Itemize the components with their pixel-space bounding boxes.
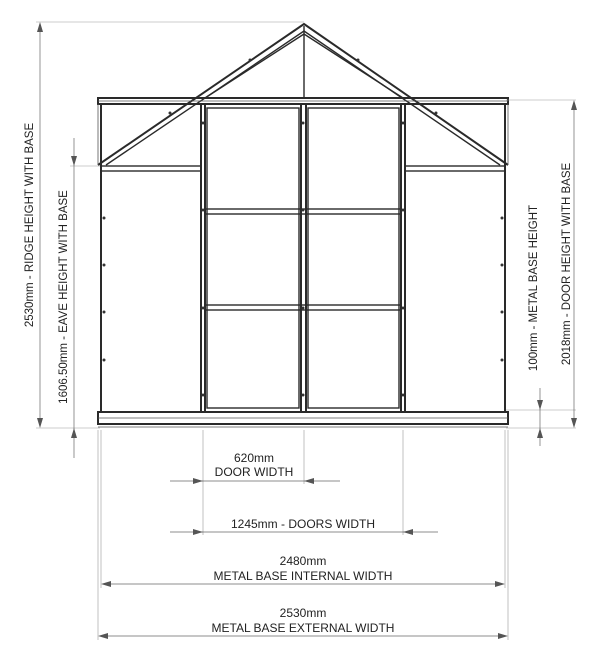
door-height-label: 2018mm - DOOR HEIGHT WITH BASE <box>561 162 573 366</box>
greenhouse-structure <box>98 24 508 427</box>
eave-rail-right <box>405 166 505 171</box>
external-width-value: 2530mm <box>279 606 327 620</box>
base-height-dimension <box>537 388 543 446</box>
center-door-stile <box>301 104 306 412</box>
door-width-label: DOOR WIDTH <box>214 465 294 479</box>
doors-width-label: 1245mm - DOORS WIDTH <box>230 517 376 531</box>
left-door-jamb <box>201 104 205 412</box>
internal-width-value: 2480mm <box>279 554 327 568</box>
right-door-panel <box>308 108 399 408</box>
roof-brace-left <box>205 34 304 98</box>
ridge-height-label: 2530mm - RIDGE HEIGHT WITH BASE <box>24 122 36 328</box>
internal-width-label: METAL BASE INTERNAL WIDTH <box>213 569 393 583</box>
base-height-label: 100mm - METAL BASE HEIGHT <box>528 204 540 372</box>
left-door-panel <box>207 108 299 408</box>
roof-outer-line <box>98 24 508 165</box>
eave-height-label: 1606.50mm - EAVE HEIGHT WITH BASE <box>58 190 70 404</box>
door-width-value: 620mm <box>233 451 275 465</box>
ridge-height-dimension <box>37 22 43 428</box>
roof-brace-right <box>304 34 403 98</box>
eave-rail-left <box>101 166 201 171</box>
eave-height-dimension <box>71 138 77 458</box>
rivets <box>103 59 504 397</box>
external-width-label: METAL BASE EXTERNAL WIDTH <box>211 621 395 635</box>
right-door-jamb <box>401 104 405 412</box>
